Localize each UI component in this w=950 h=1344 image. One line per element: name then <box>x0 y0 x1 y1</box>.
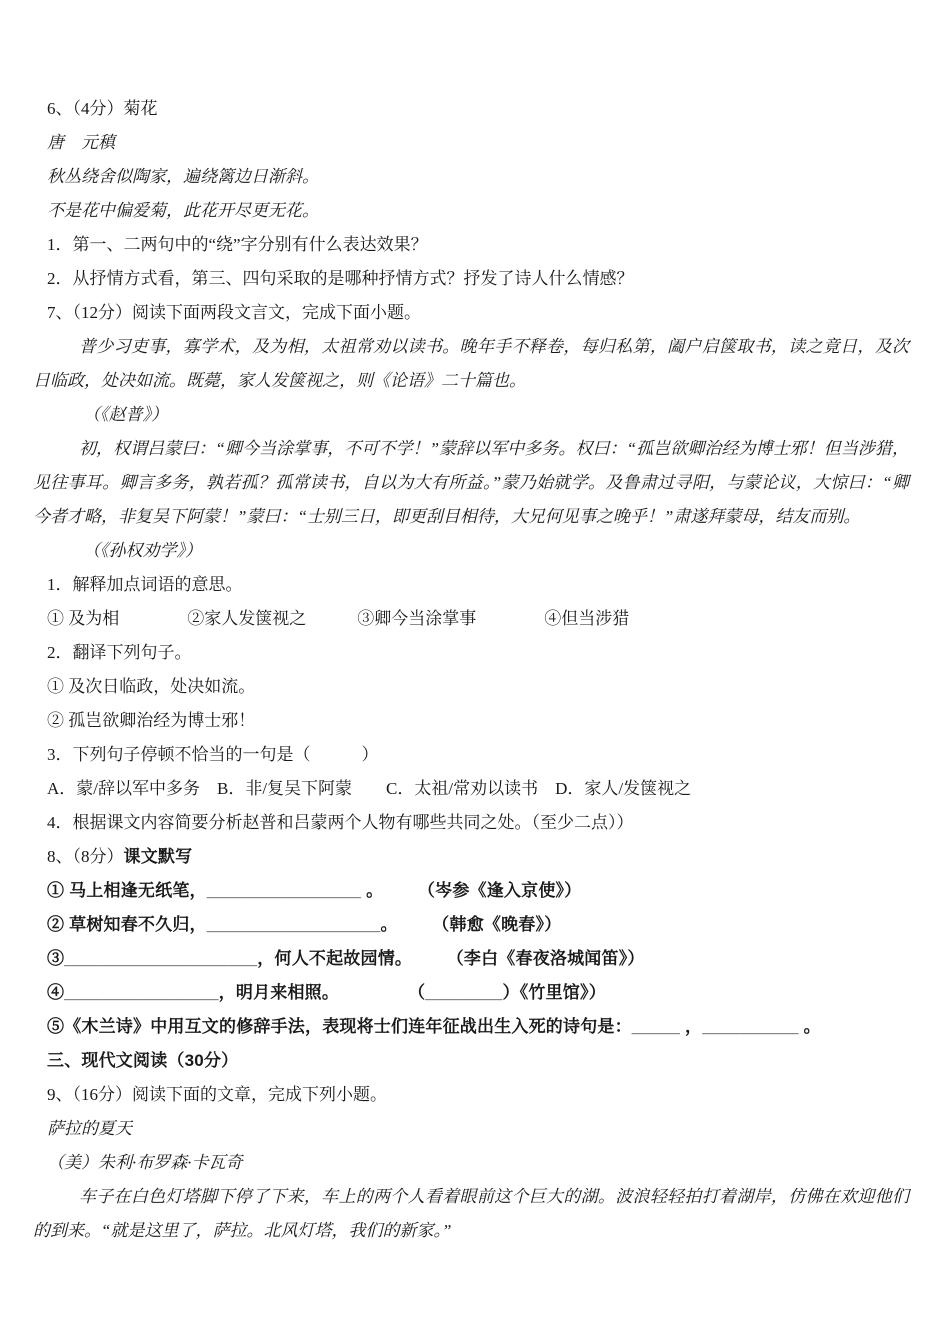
poem-author-line: 唐 元稹 <box>47 133 115 152</box>
question-7-sub-2: 2．翻译下列句子。 <box>47 643 192 662</box>
classical-passage-1: 普少习吏事，寡学术，及为相，太祖常劝以读书。晚年手不释卷，每归私第，阖户启箧取书，读之竟日，及次日临政，处决如流。既薨，家人发箧视之，则《论语》二十篇也。 <box>33 337 909 390</box>
passage-1-source: （《赵普》） <box>83 405 168 424</box>
question-8-header <box>47 840 905 874</box>
story-title: 萨拉的夏天 <box>47 1119 132 1138</box>
question-7-sub-1-items: ① 及为相 ②家人发箧视之 ③卿今当涂掌事 ④但当涉猎 <box>47 609 630 628</box>
question-7-sub-2-item-2: ② 孤岂欲卿治经为博士邪！ <box>47 711 256 730</box>
poem-line-2: 不是花中偏爱菊，此花开尽更无花。 <box>47 201 319 220</box>
question-6-sub-2: 2．从抒情方式看，第三、四句采取的是哪种抒情方式？抒发了诗人什么情感？ <box>47 269 634 288</box>
question-8-number: 8、（8分） <box>47 847 124 866</box>
poem-line-1: 秋丛绕舍似陶家，遍绕篱边日渐斜。 <box>47 167 319 186</box>
dictation-item-1: ① 马上相逢无纸笔，________________ 。 （岑参《逢入京使》） <box>47 881 582 900</box>
question-7-sub-3-options: A．蒙/辞以军中多务 B．非/复吴下阿蒙 C．太祖/常劝以读书 D．家人/发箧视之 <box>47 779 692 798</box>
passage-2-source: （《孙权劝学》） <box>83 541 202 560</box>
question-9-header: 9、（16分）阅读下面的文章，完成下列小题。 <box>47 1085 387 1104</box>
question-6-header: 6、（4分）菊花 <box>47 99 158 118</box>
dictation-item-3: ③____________________，何人不起故园情。 （李白《春夜洛城闻笛》） <box>47 949 645 968</box>
section-3-header: 三、现代文阅读（30分） <box>47 1051 239 1070</box>
dictation-item-2: ② 草树知春不久归，__________________。 （韩愈《晚春》） <box>47 915 562 934</box>
story-author: （美）朱利·布罗森·卡瓦奇 <box>47 1153 243 1172</box>
question-7-sub-1: 1．解释加点词语的意思。 <box>47 575 243 594</box>
question-7-sub-2-item-1: ① 及次日临政，处决如流。 <box>47 677 256 696</box>
question-6-sub-1: 1．第一、二两句中的“绕”字分别有什么表达效果？ <box>47 235 428 254</box>
dictation-item-4: ④________________，明月来相照。 （________）《竹里馆》） <box>47 983 606 1002</box>
story-paragraph-1: 车子在白色灯塔脚下停了下来，车上的两个人看着眼前这个巨大的湖。波浪轻轻拍打着湖岸，仿佛在欢迎他们的到来。“就是这里了，萨拉。北风灯塔，我们的新家。” <box>33 1187 909 1240</box>
question-7-header: 7、（12分）阅读下面两段文言文，完成下面小题。 <box>47 303 421 322</box>
question-8-title: 课文默写 <box>123 847 193 866</box>
question-7-sub-4: 4．根据课文内容简要分析赵普和吕蒙两个人物有哪些共同之处。（至少二点）） <box>47 813 634 832</box>
classical-passage-2: 初，权谓吕蒙曰：“卿今当涂掌事，不可不学！”蒙辞以军中多务。权曰：“孤岂欲卿治经为博士邪！但当涉猎，见往事耳。卿言多务，孰若孤？孤常读书，自以为大有所益。”蒙乃始就学。及鲁肃过寻阳，与蒙论议，大惊曰：“卿今者才略，非复吴下阿蒙！”蒙曰：“士别三日，即更刮目相待，大兄何见事之晚乎！”肃遂拜蒙母，结友而别。 <box>33 439 909 526</box>
question-7-sub-3: 3．下列句子停顿不恰当的一句是（ ） <box>47 745 379 764</box>
dictation-item-5: ⑤《木兰诗》中用互文的修辞手法，表现将士们连年征战出生入死的诗句是：_____ ，__________ 。 <box>47 1017 821 1036</box>
